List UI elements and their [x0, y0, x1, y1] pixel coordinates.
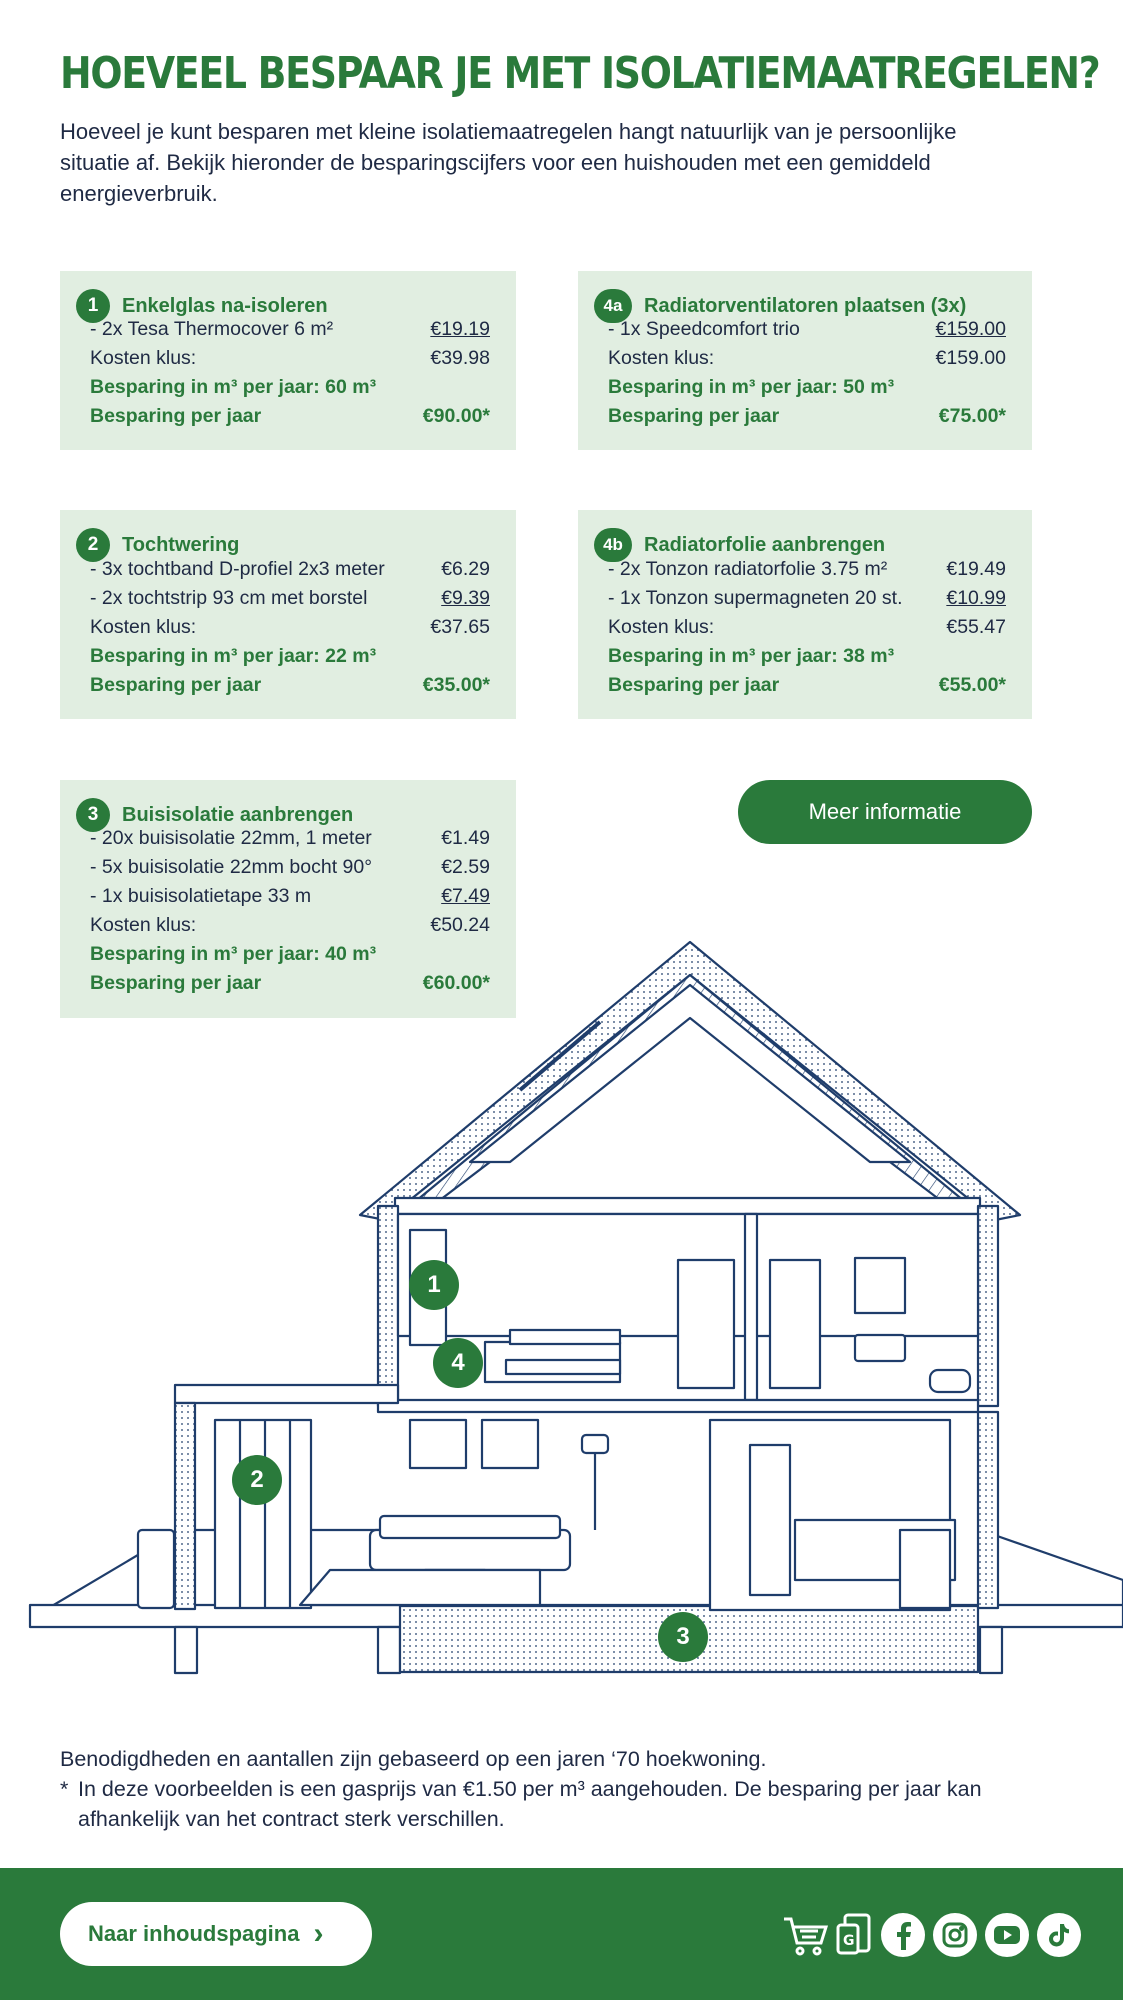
footnote [60, 1744, 1070, 1834]
card-title: Radiatorventilatoren plaatsen (3x) [644, 294, 967, 317]
cost-row: - 2x tochtstrip 93 cm met borstel €9.39 [90, 587, 490, 609]
footnote-line-2: In deze voorbeelden is een gasprijs van €1.50 per m³ aangehouden. De besparing per jaar kan afhankelijk van het contract sterk verschillen. [78, 1777, 982, 1831]
cost-row: - 5x buisisolatie 22mm bocht 90° €2.59 [90, 856, 490, 878]
cost-row: - 1x Tonzon supermagneten 20 st. €10.99 [608, 587, 1006, 609]
more-info-button[interactable]: Meer informatie [738, 780, 1032, 844]
card-title: Radiatorfolie aanbrengen [644, 533, 886, 556]
cost-row: - 2x Tonzon radiatorfolie 3.75 m² €19.49 [608, 558, 1006, 580]
savings-year-row: Besparing per jaar €75.00* [608, 405, 1006, 427]
measure-card-2 [60, 510, 516, 719]
house-illustration [0, 930, 1123, 1690]
measure-card-4b [578, 510, 1032, 719]
measure-card-1 [60, 271, 516, 450]
savings-year-row: Besparing per jaar €90.00* [90, 405, 490, 427]
youtube-icon[interactable] [984, 1912, 1030, 1958]
step-badge: 4b [594, 528, 632, 562]
savings-year-row: Besparing per jaar €60.00* [90, 972, 490, 994]
cost-row: - 2x Tesa Thermocover 6 m² €19.19 [90, 318, 490, 340]
instagram-icon[interactable] [932, 1912, 978, 1958]
step-badge: 1 [76, 289, 110, 323]
facebook-icon[interactable] [880, 1912, 926, 1958]
chevron-right-icon: › [313, 1917, 324, 1950]
toc-button-label: Naar inhoudspagina [88, 1921, 300, 1946]
card-title: Enkelglas na-isoleren [122, 294, 328, 317]
footnote-star: * [60, 1777, 69, 1801]
savings-volume-row: Besparing in m³ per jaar: 22 m³ [90, 645, 377, 667]
footnote-line-1: Benodigdheden en aantallen zijn gebaseerd op een jaren ‘70 hoekwoning. [60, 1747, 767, 1771]
cost-row: - 3x tochtband D-profiel 2x3 meter €6.29 [90, 558, 490, 580]
page-title: HOEVEEL BESPAAR JE MET ISOLATIEMAATREGELEN? [60, 48, 1100, 99]
table-of-contents-button[interactable] [60, 1902, 372, 1966]
savings-volume-row: Besparing in m³ per jaar: 40 m³ [90, 943, 377, 965]
savings-volume-row: Besparing in m³ per jaar: 50 m³ [608, 376, 895, 398]
digital-folder-icon[interactable] [834, 1912, 874, 1958]
card-title: Buisisolatie aanbrengen [122, 803, 354, 826]
house-marker-4: 4 [433, 1338, 483, 1388]
total-cost-row: Kosten klus: €39.98 [90, 347, 490, 369]
house-marker-2: 2 [232, 1455, 282, 1505]
savings-year-row: Besparing per jaar €35.00* [90, 674, 490, 696]
step-badge: 3 [76, 798, 110, 832]
total-cost-row: Kosten klus: €37.65 [90, 616, 490, 638]
total-cost-row: Kosten klus: €55.47 [608, 616, 1006, 638]
measure-card-4a [578, 271, 1032, 450]
cost-row: - 1x Speedcomfort trio €159.00 [608, 318, 1006, 340]
step-badge: 2 [76, 528, 110, 562]
cart-icon[interactable] [780, 1912, 832, 1958]
cost-row: - 20x buisisolatie 22mm, 1 meter €1.49 [90, 827, 490, 849]
savings-volume-row: Besparing in m³ per jaar: 38 m³ [608, 645, 895, 667]
house-marker-1: 1 [409, 1260, 459, 1310]
intro-text: Hoeveel je kunt besparen met kleine isolatiemaatregelen hangt natuurlijk van je persoonlijke situatie af. Bekijk hieronder de besparingscijfers voor een huishouden met een gemiddeld energieverbruik. [60, 119, 957, 206]
savings-volume-row: Besparing in m³ per jaar: 60 m³ [90, 376, 377, 398]
step-badge: 4a [594, 289, 632, 323]
cost-row: - 1x buisisolatietape 33 m €7.49 [90, 885, 490, 907]
card-title: Tochtwering [122, 533, 240, 556]
total-cost-row: Kosten klus: €50.24 [90, 914, 490, 936]
tiktok-icon[interactable] [1036, 1912, 1082, 1958]
svg-text:G: G [843, 1933, 855, 1949]
savings-year-row: Besparing per jaar €55.00* [608, 674, 1006, 696]
total-cost-row: Kosten klus: €159.00 [608, 347, 1006, 369]
house-marker-3: 3 [658, 1612, 708, 1662]
